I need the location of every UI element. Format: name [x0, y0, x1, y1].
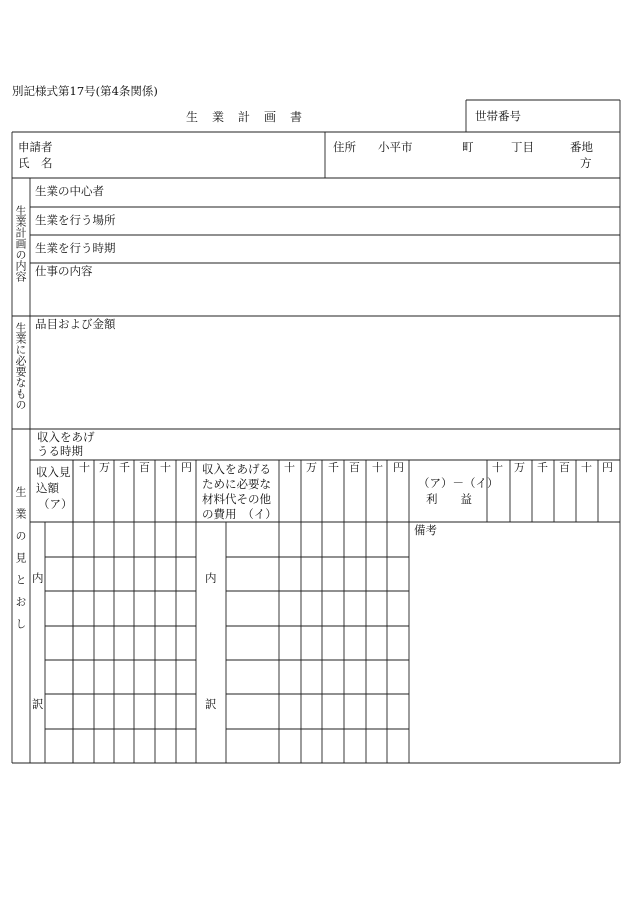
- plan-section-label: 生業計画の内容: [14, 205, 27, 282]
- income-unit-yen: 円: [181, 461, 192, 474]
- expense-unit-hyaku: 百: [349, 461, 360, 474]
- profit-unit-sen: 千: [537, 461, 548, 474]
- address-kata: 方: [580, 156, 592, 170]
- needs-row-items: 品目および金額: [35, 317, 116, 331]
- income-unit-sen: 千: [119, 461, 130, 474]
- address-banchi: 番地: [570, 140, 593, 154]
- income-label-line3: （ア）: [38, 497, 73, 511]
- income-time-line2: うる時期: [37, 444, 83, 458]
- outlook-section-label: 生 業 の 見 と お し: [14, 486, 27, 629]
- plan-row-place: 生業を行う場所: [35, 213, 116, 227]
- profit-label-line1: （ア）－（イ）: [418, 476, 499, 490]
- address-label: 住所: [333, 140, 356, 154]
- profit-unit-yen: 円: [602, 461, 613, 474]
- expense-breakdown-char1: 内: [205, 571, 217, 585]
- form-number: 別記様式第17号(第4条関係): [12, 84, 158, 98]
- household-number-label: 世帯番号: [475, 109, 521, 123]
- applicant-label: 申請者: [18, 140, 53, 154]
- expense-unit-sen: 千: [328, 461, 339, 474]
- address-chome: 丁目: [511, 140, 534, 154]
- income-label-line1: 収入見: [36, 465, 71, 479]
- income-unit-ju2: 十: [160, 461, 171, 474]
- income-unit-hyaku: 百: [139, 461, 150, 474]
- remarks-label: 備考: [414, 523, 437, 537]
- profit-label-line2: 利 益: [426, 492, 472, 506]
- income-unit-ju: 十: [79, 461, 90, 474]
- income-unit-man: 万: [99, 461, 110, 474]
- income-time-line1: 収入をあげ: [37, 430, 95, 444]
- profit-unit-ju: 十: [492, 461, 503, 474]
- needs-section-label: 生業に必要なもの: [14, 322, 27, 410]
- address-city: 小平市: [378, 140, 413, 154]
- expense-unit-yen: 円: [393, 461, 404, 474]
- expense-unit-ju2: 十: [372, 461, 383, 474]
- profit-unit-ju2: 十: [581, 461, 592, 474]
- expense-unit-ju: 十: [284, 461, 295, 474]
- income-breakdown-char2: 訳: [32, 697, 44, 711]
- expense-label-line3: 材料代その他: [202, 492, 271, 506]
- plan-row-time: 生業を行う時期: [35, 241, 116, 255]
- name-label: 氏 名: [18, 156, 53, 170]
- expense-label-line4: の費用 （イ）: [202, 507, 277, 521]
- plan-row-leader: 生業の中心者: [35, 184, 104, 198]
- income-breakdown-char1: 内: [32, 571, 44, 585]
- income-label-line2: 込額: [36, 481, 59, 495]
- address-town: 町: [462, 140, 474, 154]
- expense-unit-man: 万: [306, 461, 317, 474]
- form-title: 生 業 計 画 書: [186, 110, 304, 124]
- expense-label-line2: ために必要な: [202, 477, 271, 491]
- profit-unit-hyaku: 百: [559, 461, 570, 474]
- plan-row-work: 仕事の内容: [35, 264, 93, 278]
- expense-breakdown-char2: 訳: [205, 697, 217, 711]
- profit-unit-man: 万: [514, 461, 525, 474]
- expense-label-line1: 収入をあげる: [202, 462, 271, 476]
